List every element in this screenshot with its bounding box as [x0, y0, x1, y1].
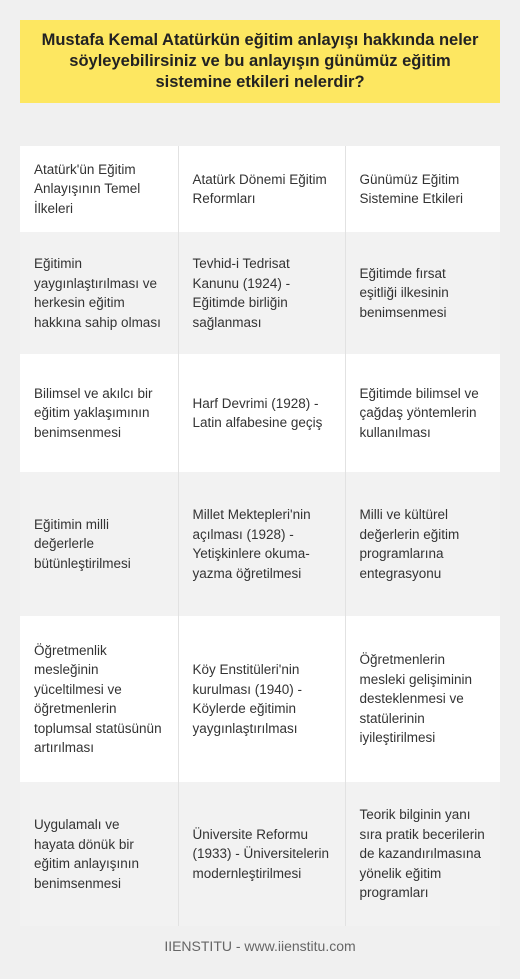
table-cell: Öğretmenlerin mesleki gelişiminin desteklenmesi ve statülerinin iyileştirilmesi	[345, 616, 500, 782]
table-row	[20, 472, 500, 616]
footer-credit: IIENSTITU - www.iienstitu.com	[164, 938, 356, 954]
table-cell: Köy Enstitüleri'nin kurulması (1940) - Köylerde eğitimin yaygınlaştırılması	[178, 616, 345, 782]
column-header: Atatürk'ün Eğitim Anlayışının Temel İlkeleri	[20, 146, 178, 232]
table-cell: Eğitimde bilimsel ve çağdaş yöntemlerin kullanılması	[345, 354, 500, 472]
table-cell: Uygulamalı ve hayata dönük bir eğitim anlayışının benimsenmesi	[20, 782, 178, 926]
table-cell: Harf Devrimi (1928) - Latin alfabesine geçiş	[178, 354, 345, 472]
table-cell: Eğitimde fırsat eşitliği ilkesinin benimsenmesi	[345, 232, 500, 354]
table-cell: Millet Mektepleri'nin açılması (1928) - Yetişkinlere okuma-yazma öğretilmesi	[178, 472, 345, 616]
column-header: Günümüz Eğitim Sistemine Etkileri	[345, 146, 500, 232]
question-title: Mustafa Kemal Atatürkün eğitim anlayışı hakkında neler söyleyebilirsiniz ve bu anlayışın günümüz eğitim sistemine etkileri nelerdir?	[41, 31, 479, 91]
table-row	[20, 616, 500, 782]
table-cell: Milli ve kültürel değerlerin eğitim programlarına entegrasyonu	[345, 472, 500, 616]
table-row	[20, 354, 500, 472]
table-row	[20, 782, 500, 926]
table-cell: Eğitimin yaygınlaştırılması ve herkesin eğitim hakkına sahip olması	[20, 232, 178, 354]
column-header: Atatürk Dönemi Eğitim Reformları	[178, 146, 345, 232]
table-cell: Teorik bilginin yanı sıra pratik becerilerin de kazandırılmasına yönelik eğitim programları	[345, 782, 500, 926]
table-cell: Öğretmenlik mesleğinin yüceltilmesi ve öğretmenlerin toplumsal statüsünün artırılması	[20, 616, 178, 782]
table-header-row	[20, 146, 500, 232]
table-cell: Bilimsel ve akılcı bir eğitim yaklaşımının benimsenmesi	[20, 354, 178, 472]
table-cell: Üniversite Reformu (1933) - Üniversitelerin modernleştirilmesi	[178, 782, 345, 926]
table-cell: Tevhid-i Tedrisat Kanunu (1924) - Eğitimde birliğin sağlanması	[178, 232, 345, 354]
table-row	[20, 232, 500, 354]
question-title-box	[20, 20, 500, 103]
comparison-table	[20, 146, 500, 926]
table-cell: Eğitimin milli değerlerle bütünleştirilmesi	[20, 472, 178, 616]
